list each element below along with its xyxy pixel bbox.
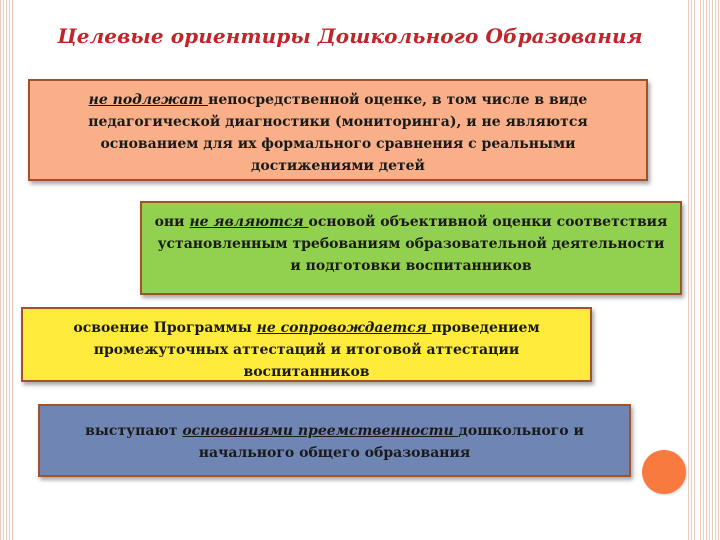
orange-circle-decoration: [642, 450, 686, 494]
box-text-after: непосредственной оценке, в том числе в виде педагогической диагностики (мониторинга), и не являются основанием для их формального сравнения с реальными достижениями детей: [88, 92, 588, 174]
right-decorative-border: [688, 0, 720, 540]
box-text-after: проведением промежуточных аттестаций и итоговой аттестации воспитанников: [93, 320, 540, 380]
box-text-before: они: [154, 214, 190, 230]
box-emphasis: не сопровождается: [256, 320, 432, 336]
blue-statement-box: [38, 404, 631, 477]
box-text-before: выступают: [85, 423, 183, 439]
green-statement-box: [140, 201, 682, 295]
slide-title: Целевые ориентиры Дошкольного Образования: [57, 24, 643, 48]
box-text-before: освоение Программы: [73, 320, 257, 336]
box-emphasis: не подлежат: [88, 92, 209, 108]
yellow-statement-box: [21, 307, 592, 382]
left-decorative-border: [0, 0, 14, 540]
orange-statement-box: [28, 79, 648, 181]
box-emphasis: основаниями преемственности: [182, 423, 459, 439]
box-text-after: дошкольного и начального общего образования: [198, 423, 584, 461]
box-text-after: основой объективной оценки соответствия установленным требованиям образовательной деятельности и подготовки воспитанников: [157, 214, 668, 274]
box-emphasis: не являются: [189, 214, 309, 230]
